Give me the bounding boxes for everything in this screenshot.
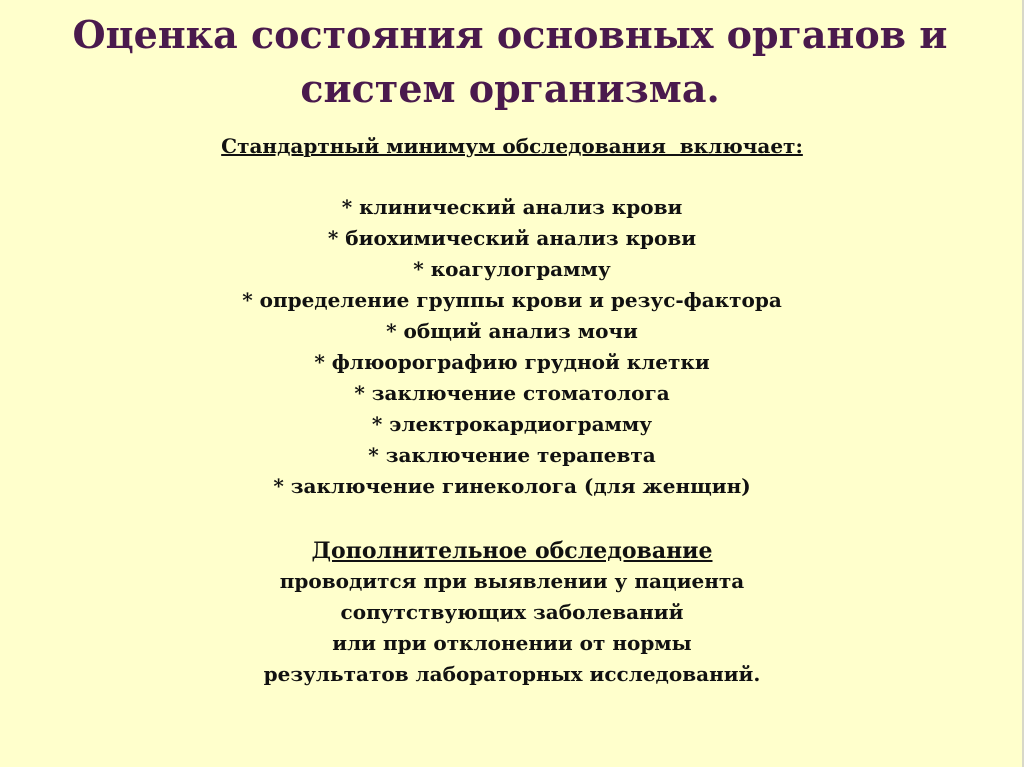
text-line: или при отклонении от нормы — [332, 631, 692, 655]
list-item: * заключение стоматолога — [354, 381, 670, 405]
exam-list — [40, 192, 984, 502]
list-item: * биохимический анализ крови — [327, 226, 697, 250]
list-item: * клинический анализ крови — [341, 195, 683, 219]
minimum-exam-heading: Стандартный минимум обследования включает: — [221, 134, 803, 158]
list-item: * электрокардиограмму — [371, 412, 653, 436]
list-item: * флюорографию грудной клетки — [314, 350, 710, 374]
list-item: * определение группы крови и резус-фактора — [242, 288, 782, 312]
list-item: * заключение гинеколога (для женщин) — [273, 474, 751, 498]
text-line: сопутствующих заболеваний — [340, 600, 684, 624]
additional-exam-text — [40, 566, 984, 690]
list-item: * заключение терапевта — [368, 443, 656, 467]
additional-exam-heading: Дополнительное обследование — [311, 538, 713, 564]
text-line: результатов лабораторных исследований. — [263, 662, 761, 686]
list-item: * общий анализ мочи — [386, 319, 638, 343]
slide-title: Оценка состояния основных органов и систем организма. — [72, 12, 948, 111]
text-line: проводится при выявлении у пациента — [279, 569, 745, 593]
list-item: * коагулограмму — [413, 257, 611, 281]
